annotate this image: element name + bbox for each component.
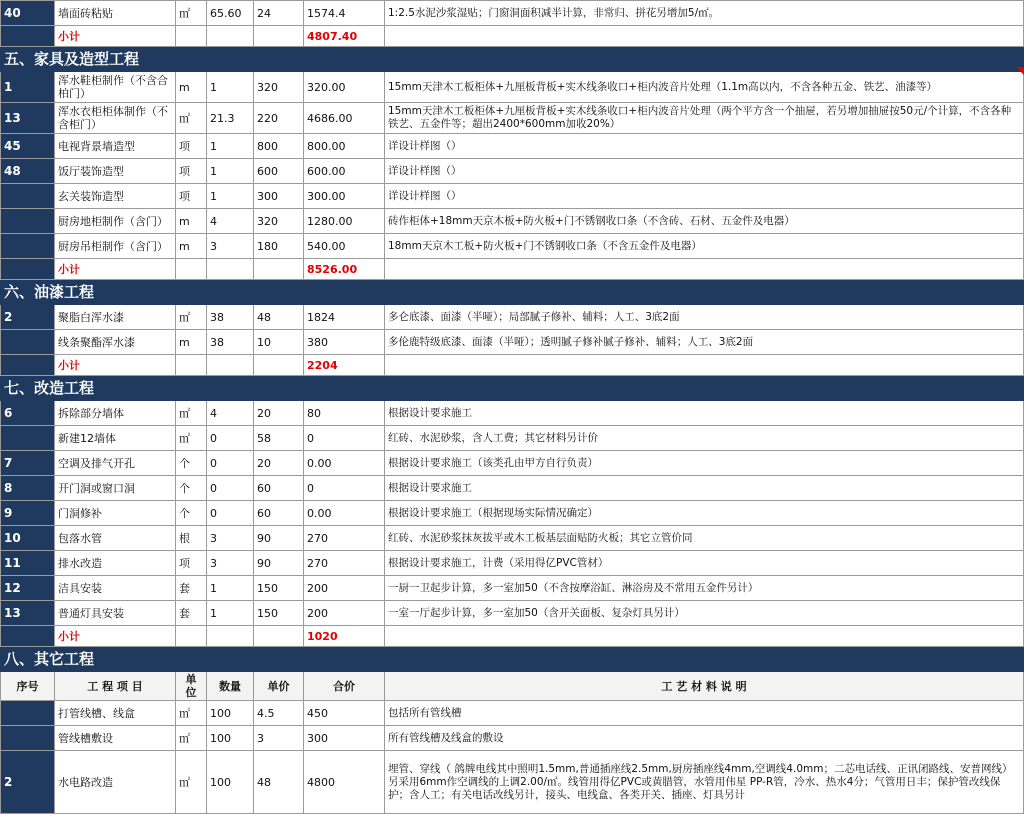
- table-row: [1, 501, 1024, 526]
- cell-total: 4800: [304, 751, 385, 814]
- cell-qty: 1: [207, 576, 254, 601]
- cell-price: 20: [254, 451, 304, 476]
- cell-unit: ㎡: [176, 701, 207, 726]
- cell-name: 新建12墙体: [55, 426, 176, 451]
- cell-qty: 65.60: [207, 1, 254, 26]
- cell-desc: 所有管线槽及线盒的敷设: [385, 726, 1024, 751]
- table-row: [1, 426, 1024, 451]
- cell-total: 450: [304, 701, 385, 726]
- cell-no: 13: [1, 601, 55, 626]
- section-title: 八、其它工程: [1, 647, 1024, 672]
- cell-price: 3: [254, 726, 304, 751]
- cell-desc: 多仑底漆、面漆（半哑）；局部腻子修补、辅料；人工、3底2面: [385, 305, 1024, 330]
- cell-qty: 21.3: [207, 103, 254, 134]
- cell-qty: [207, 259, 254, 280]
- subtotal-row: [1, 355, 1024, 376]
- cell-qty: 100: [207, 701, 254, 726]
- cell-total: 200: [304, 601, 385, 626]
- cell-total: 320.00: [304, 72, 385, 103]
- cell-price: 320: [254, 209, 304, 234]
- cell-total: 270: [304, 551, 385, 576]
- cell-unit: m: [176, 72, 207, 103]
- cell-desc: 详设计样图（）: [385, 159, 1024, 184]
- cell-name: 水电路改造: [55, 751, 176, 814]
- cell-total: 0: [304, 476, 385, 501]
- column-header-no: 序号: [1, 672, 55, 701]
- cell-name: 墙面砖粘贴: [55, 1, 176, 26]
- subtotal-row: [1, 626, 1024, 647]
- cell-desc: [385, 259, 1024, 280]
- cell-price: 4.5: [254, 701, 304, 726]
- cell-desc: 埋管、穿线（ 鸽牌电线其中照明1.5mm,普通插座线2.5mm,厨房插座线4mm,空调线4.0mm；二芯电话线、正讯闭路线、安普网线）另采用6mm作空调线的上调2.00/㎡。线管用得亿PVC或黄腊管，水管用伟星 PP-R管，冷水、热水4分；气管用日丰；保护管改线保护；含人工；有关电话改线另计，接头、电线盒、各类开关、插座、灯具另计: [385, 751, 1024, 814]
- cell-total: 300: [304, 726, 385, 751]
- cell-name: 管线槽敷设: [55, 726, 176, 751]
- column-header-total: 合价: [304, 672, 385, 701]
- cell-price: 150: [254, 576, 304, 601]
- cell-price: 300: [254, 184, 304, 209]
- cell-no: 10: [1, 526, 55, 551]
- cell-qty: 4: [207, 401, 254, 426]
- cell-unit: ㎡: [176, 726, 207, 751]
- table-row: [1, 451, 1024, 476]
- cell-qty: [207, 26, 254, 47]
- subtotal-label: 小计: [55, 355, 176, 376]
- cell-qty: 1: [207, 72, 254, 103]
- cell-price: 600: [254, 159, 304, 184]
- cell-no: 1: [1, 72, 55, 103]
- cell-unit: ㎡: [176, 1, 207, 26]
- section-header: [1, 647, 1024, 672]
- cell-unit: 个: [176, 451, 207, 476]
- table-row: [1, 1, 1024, 26]
- section-title: 六、油漆工程: [1, 280, 1024, 305]
- cell-no: 8: [1, 476, 55, 501]
- cell-name: 电视背景墙造型: [55, 134, 176, 159]
- cell-price: 180: [254, 234, 304, 259]
- cell-unit: m: [176, 209, 207, 234]
- table-row: [1, 134, 1024, 159]
- cell-total: 800.00: [304, 134, 385, 159]
- cell-desc: 根据设计要求施工（该类孔由甲方自行负责）: [385, 451, 1024, 476]
- cell-no: [1, 209, 55, 234]
- table-row: [1, 751, 1024, 814]
- cell-no: 9: [1, 501, 55, 526]
- column-header-desc: 工 艺 材 料 说 明: [385, 672, 1024, 701]
- cell-unit: 根: [176, 526, 207, 551]
- subtotal-value: 8526.00: [304, 259, 385, 280]
- subtotal-row: [1, 259, 1024, 280]
- cell-price: 150: [254, 601, 304, 626]
- cell-no: 48: [1, 159, 55, 184]
- table-row: [1, 72, 1024, 103]
- cell-desc: 15mm天津木工板柜体+九厘板背板+实木线条收口+柜内波音片处理（两个平方含一个抽屉，若另增加抽屉按50元/个计算，不含各种铁艺、五金件等；超出2400*600mm加收20%）: [385, 103, 1024, 134]
- cell-desc: 砖作柜体+18mm天京木板+防火板+门不锈钢收口条（不含砖、石材、五金件及电器）: [385, 209, 1024, 234]
- cell-no: [1, 259, 55, 280]
- cell-no: 11: [1, 551, 55, 576]
- cell-name: 饭厅装饰造型: [55, 159, 176, 184]
- cell-no: [1, 330, 55, 355]
- cell-total: 80: [304, 401, 385, 426]
- cell-unit: 项: [176, 159, 207, 184]
- cell-total: 0.00: [304, 501, 385, 526]
- cell-unit: 个: [176, 476, 207, 501]
- cell-total: 270: [304, 526, 385, 551]
- subtotal-label: 小计: [55, 626, 176, 647]
- cell-desc: 根据设计要求施工: [385, 401, 1024, 426]
- cell-name: 排水改造: [55, 551, 176, 576]
- cell-desc: 一厨一卫起步计算，多一室加50（不含按摩浴缸、淋浴房及不常用五金件另计）: [385, 576, 1024, 601]
- cell-desc: 根据设计要求施工（根据现场实际情况确定）: [385, 501, 1024, 526]
- cell-price: 220: [254, 103, 304, 134]
- cell-price: [254, 626, 304, 647]
- cell-qty: [207, 626, 254, 647]
- cell-unit: ㎡: [176, 426, 207, 451]
- cell-desc: 1:2.5水泥沙浆湿贴；门窗洞面积减半计算，非常归、拼花另增加5/㎡。: [385, 1, 1024, 26]
- cell-desc: 根据设计要求施工: [385, 476, 1024, 501]
- cell-qty: 38: [207, 330, 254, 355]
- table-row: [1, 330, 1024, 355]
- cell-qty: [207, 355, 254, 376]
- cell-qty: 4: [207, 209, 254, 234]
- subtotal-label: 小计: [55, 259, 176, 280]
- table-row: [1, 551, 1024, 576]
- cell-no: [1, 701, 55, 726]
- subtotal-row: [1, 26, 1024, 47]
- cell-unit: m: [176, 234, 207, 259]
- table-row: [1, 701, 1024, 726]
- cell-desc: 多伦鹿特级底漆、面漆（半哑）；透明腻子修补腻子修补、辅料；人工、3底2面: [385, 330, 1024, 355]
- cell-name: 浑水衣柜柜体制作（不含柜门）: [55, 103, 176, 134]
- cell-price: 10: [254, 330, 304, 355]
- section-header: [1, 280, 1024, 305]
- cell-unit: [176, 259, 207, 280]
- cell-name: 门洞修补: [55, 501, 176, 526]
- cell-no: 6: [1, 401, 55, 426]
- cell-no: [1, 426, 55, 451]
- column-header-qty: 数量: [207, 672, 254, 701]
- cell-desc: 包括所有管线槽: [385, 701, 1024, 726]
- cell-desc: 18mm天京木工板+防火板+门不锈钢收口条（不含五金件及电器）: [385, 234, 1024, 259]
- cell-total: 600.00: [304, 159, 385, 184]
- subtotal-value: 2204: [304, 355, 385, 376]
- cell-qty: 0: [207, 426, 254, 451]
- table-row: [1, 726, 1024, 751]
- table-row: [1, 305, 1024, 330]
- cell-name: 聚脂白浑水漆: [55, 305, 176, 330]
- cell-desc: 详设计样图（）: [385, 184, 1024, 209]
- cell-no: 2: [1, 751, 55, 814]
- cell-total: 200: [304, 576, 385, 601]
- cell-name: 玄关装饰造型: [55, 184, 176, 209]
- cell-name: 厨房吊柜制作（含门）: [55, 234, 176, 259]
- cell-qty: 1: [207, 601, 254, 626]
- cell-total: 300.00: [304, 184, 385, 209]
- cell-total: 0.00: [304, 451, 385, 476]
- cell-price: 24: [254, 1, 304, 26]
- cell-name: 洁具安装: [55, 576, 176, 601]
- table-row: [1, 526, 1024, 551]
- cell-no: 13: [1, 103, 55, 134]
- cell-desc: 红砖、水泥砂浆抹灰拔平或木工板基层面贴防火板；其它立管价同: [385, 526, 1024, 551]
- cell-total: 4686.00: [304, 103, 385, 134]
- column-header-unit: 单 位: [176, 672, 207, 701]
- cell-price: [254, 355, 304, 376]
- cell-unit: ㎡: [176, 401, 207, 426]
- cell-qty: 3: [207, 234, 254, 259]
- cell-unit: m: [176, 330, 207, 355]
- cell-unit: 项: [176, 551, 207, 576]
- cell-unit: [176, 26, 207, 47]
- cell-no: 7: [1, 451, 55, 476]
- cell-price: 20: [254, 401, 304, 426]
- cell-price: 48: [254, 305, 304, 330]
- cell-qty: 0: [207, 451, 254, 476]
- cell-qty: 100: [207, 751, 254, 814]
- cell-price: [254, 26, 304, 47]
- table-row: [1, 209, 1024, 234]
- cell-total: 1574.4: [304, 1, 385, 26]
- cell-total: 540.00: [304, 234, 385, 259]
- cell-desc: 15mm天津木工板柜体+九厘板背板+实木线条收口+柜内波音片处理（1.1m高以内，不含各种五金、铁艺、油漆等）: [385, 72, 1024, 103]
- cell-qty: 1: [207, 184, 254, 209]
- cell-no: [1, 355, 55, 376]
- cell-desc: 红砖、水泥砂浆，含人工费；其它材料另计价: [385, 426, 1024, 451]
- cell-no: 45: [1, 134, 55, 159]
- cell-unit: 套: [176, 601, 207, 626]
- cell-no: 12: [1, 576, 55, 601]
- cell-qty: 1: [207, 159, 254, 184]
- table-row: [1, 234, 1024, 259]
- section-header: [1, 47, 1024, 72]
- cell-unit: ㎡: [176, 305, 207, 330]
- cell-total: 0: [304, 426, 385, 451]
- cell-total: 1824: [304, 305, 385, 330]
- cell-no: 2: [1, 305, 55, 330]
- table-row: [1, 476, 1024, 501]
- cell-desc: 详设计样图（）: [385, 134, 1024, 159]
- subtotal-value: 4807.40: [304, 26, 385, 47]
- column-header-price: 单价: [254, 672, 304, 701]
- cell-qty: 38: [207, 305, 254, 330]
- cell-unit: 项: [176, 184, 207, 209]
- cell-name: 浑水鞋柜制作（不含合柏门）: [55, 72, 176, 103]
- cell-unit: ㎡: [176, 751, 207, 814]
- section-title: 五、家具及造型工程: [1, 47, 1024, 72]
- cell-price: 90: [254, 551, 304, 576]
- cell-desc: 一室一厅起步计算，多一室加50（含开关面板、复杂灯具另计）: [385, 601, 1024, 626]
- cell-price: 58: [254, 426, 304, 451]
- cell-name: 开门洞或窗口洞: [55, 476, 176, 501]
- cell-unit: [176, 626, 207, 647]
- cell-price: 60: [254, 476, 304, 501]
- cell-unit: ㎡: [176, 103, 207, 134]
- cell-desc: [385, 355, 1024, 376]
- cell-qty: 3: [207, 551, 254, 576]
- cell-qty: 3: [207, 526, 254, 551]
- cell-qty: 1: [207, 134, 254, 159]
- table-row: [1, 103, 1024, 134]
- cell-price: [254, 259, 304, 280]
- cell-name: 打管线槽、线盒: [55, 701, 176, 726]
- cell-desc: 根据设计要求施工，计费（采用得亿PVC管材）: [385, 551, 1024, 576]
- cell-price: 90: [254, 526, 304, 551]
- cell-price: 320: [254, 72, 304, 103]
- cell-desc: [385, 626, 1024, 647]
- cell-price: 48: [254, 751, 304, 814]
- cell-no: [1, 626, 55, 647]
- cell-no: [1, 184, 55, 209]
- table-row: [1, 401, 1024, 426]
- cell-name: 线条聚酯浑水漆: [55, 330, 176, 355]
- cell-unit: 项: [176, 134, 207, 159]
- cell-no: [1, 26, 55, 47]
- subtotal-label: 小计: [55, 26, 176, 47]
- cell-no: 40: [1, 1, 55, 26]
- cell-total: 1280.00: [304, 209, 385, 234]
- cell-total: 380: [304, 330, 385, 355]
- table-row: [1, 159, 1024, 184]
- comment-marker-icon: [1016, 67, 1024, 75]
- cell-name: 普通灯具安装: [55, 601, 176, 626]
- column-header-name: 工 程 项 目: [55, 672, 176, 701]
- cell-qty: 0: [207, 476, 254, 501]
- cell-unit: [176, 355, 207, 376]
- table-row: [1, 184, 1024, 209]
- cell-name: 包落水管: [55, 526, 176, 551]
- table-row: [1, 601, 1024, 626]
- cell-no: [1, 234, 55, 259]
- cell-qty: 100: [207, 726, 254, 751]
- cell-price: 800: [254, 134, 304, 159]
- cell-name: 空调及排气开孔: [55, 451, 176, 476]
- cell-desc: [385, 26, 1024, 47]
- cell-unit: 个: [176, 501, 207, 526]
- cell-unit: 套: [176, 576, 207, 601]
- section-title: 七、改造工程: [1, 376, 1024, 401]
- cell-no: [1, 726, 55, 751]
- section-header: [1, 376, 1024, 401]
- table-row: [1, 576, 1024, 601]
- cell-price: 60: [254, 501, 304, 526]
- subtotal-value: 1020: [304, 626, 385, 647]
- cell-name: 厨房地柜制作（含门）: [55, 209, 176, 234]
- cell-qty: 0: [207, 501, 254, 526]
- cell-name: 拆除部分墙体: [55, 401, 176, 426]
- column-header-row: [1, 672, 1024, 701]
